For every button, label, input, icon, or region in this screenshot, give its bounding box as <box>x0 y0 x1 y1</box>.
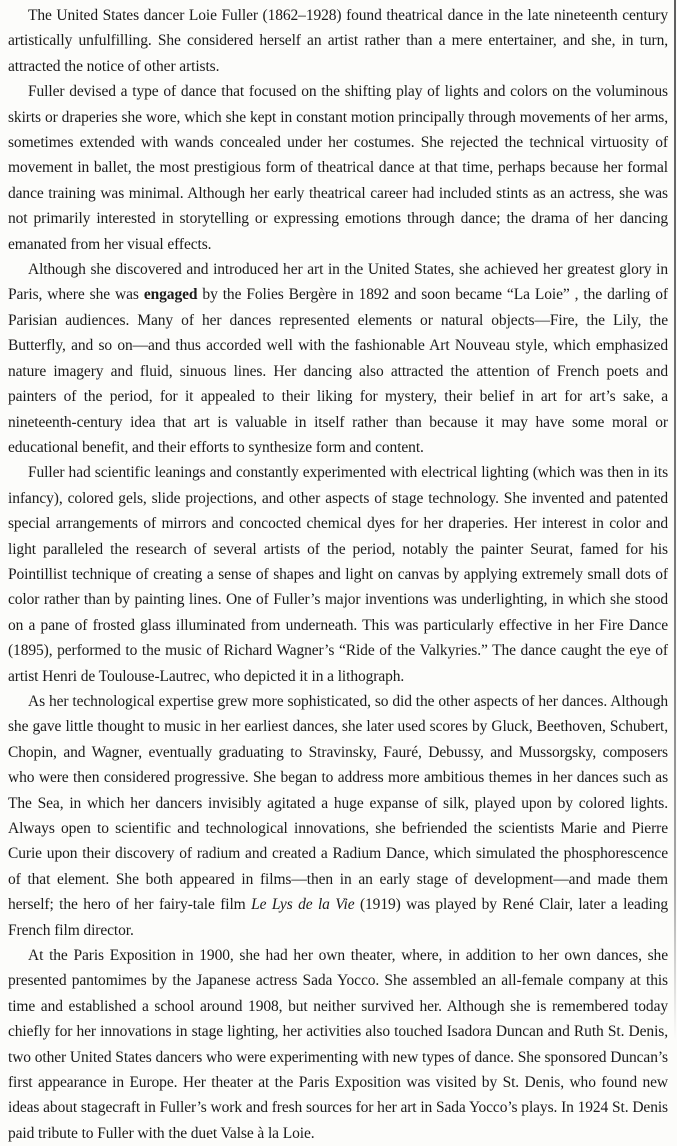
paragraph-3 <box>8 257 668 460</box>
paragraph-2 <box>8 79 668 257</box>
paragraph-5 <box>8 689 668 943</box>
bold-term-engaged: engaged <box>143 286 198 304</box>
paragraph-2-text: Fuller devised a type of dance that focused on the shifting play of lights and colors on the voluminous skirts or draperies she wore, which she kept in constant motion principally through movements of her arms, sometimes extended with wands concealed under her costumes. She rejected the technical virtuosity of movement in ballet, the most prestigious form of theatrical dance at that time, perhaps because her formal dance training was minimal. Although her early theatrical career had included stints as an actress, she was not primarily interested in storytelling or expressing emotions through dance; the drama of her dancing emanated from her visual effects. <box>8 83 668 253</box>
paragraph-1-text: The United States dancer Loie Fuller (1862–1928) found theatrical dance in the late nineteenth century artistically unfulfilling. She considered herself an artist rather than a mere entertainer, and she, in turn, attracted the notice of other artists. <box>8 7 668 75</box>
paragraph-3-text-pre: Although she discovered and introduced her art in the United States, she achieved her greatest glory in Paris, where she was <box>8 261 668 304</box>
italic-film-title: Le Lys de la Vie <box>251 896 355 914</box>
paragraph-5-text-post: (1919) was played by René Clair, later a leading French film director. <box>8 896 668 939</box>
scan-edge-artifact <box>674 0 676 1040</box>
paragraph-6-text: At the Paris Exposition in 1900, she had her own theater, where, in addition to her own dances, she presented pantomimes by the Japanese actress Sada Yocco. She assembled an all-female company at this time and established a school around 1908, but neither survived her. Although she is remembered today chiefly for her innovations in stage lighting, her activities also touched Isadora Duncan and Ruth St. Denis, two other United States dancers who were experimenting with new types of dance. She sponsored Duncan’s first appearance in Europe. Her theater at the Paris Exposition was visited by St. Denis, who found new ideas about stagecraft in Fuller’s work and fresh sources for her art in Sada Yocco’s plays. In 1924 St. Denis paid tribute to Fuller with the duet Valse à la Loie. <box>8 947 668 1142</box>
paragraph-6 <box>8 943 668 1146</box>
paragraph-5-text-pre: As her technological expertise grew more sophisticated, so did the other aspects of her dances. Although she gave little thought to music in her earliest dances, she later used scores by Gluck, Beethoven, Schubert, Chopin, and Wagner, eventually graduating to Stravinsky, Fauré, Debussy, and Mussorgsky, composers who were then considered progressive. She began to address more ambitious themes in her dances such as The Sea, in which her dancers invisibly agitated a huge expanse of silk, played upon by colored lights. Always open to scientific and technological innovations, she befriended the scientists Marie and Pierre Curie upon their discovery of radium and created a Radium Dance, which simulated the phosphorescence of that element. She both appeared in films—then in an early stage of development—and made them herself; the hero of her fairy-tale film <box>8 692 668 914</box>
paragraph-4 <box>8 460 668 689</box>
paragraph-4-text: Fuller had scientific leanings and constantly experimented with electrical lighting (which was then in its infancy), colored gels, slide projections, and other aspects of stage technology. She invented and patented special arrangements of mirrors and concocted chemical dyes for her draperies. Her interest in color and light paralleled the research of several artists of the period, notably the painter Seurat, famed for his Pointillist technique of creating a sense of shapes and light on canvas by applying extremely small dots of color rather than by painting lines. One of Fuller’s major inventions was underlighting, in which she stood on a pane of frosted glass illuminated from underneath. This was particularly effective in her Fire Dance (1895), performed to the music of Richard Wagner’s “Ride of the Valkyries.” The dance caught the eye of artist Henri de Toulouse-Lautrec, who depicted it in a lithograph. <box>8 464 668 685</box>
paragraph-1 <box>8 3 668 79</box>
paragraph-3-text-post: by the Folies Bergère in 1892 and soon became “La Loie” , the darling of Parisian audiences. Many of her dances represented elements or natural objects—Fire, the Lily, the Butterfly, and so on—and thus accorded well with the fashionable Art Nouveau style, which emphasized nature imagery and fluid, sinuous lines. Her dancing also attracted the attention of French poets and painters of the period, for it appealed to their liking for mystery, their belief in art for art’s sake, a nineteenth-century idea that art is valuable in itself rather than because it may have some moral or educational benefit, and their efforts to synthesize form and content. <box>8 286 668 456</box>
